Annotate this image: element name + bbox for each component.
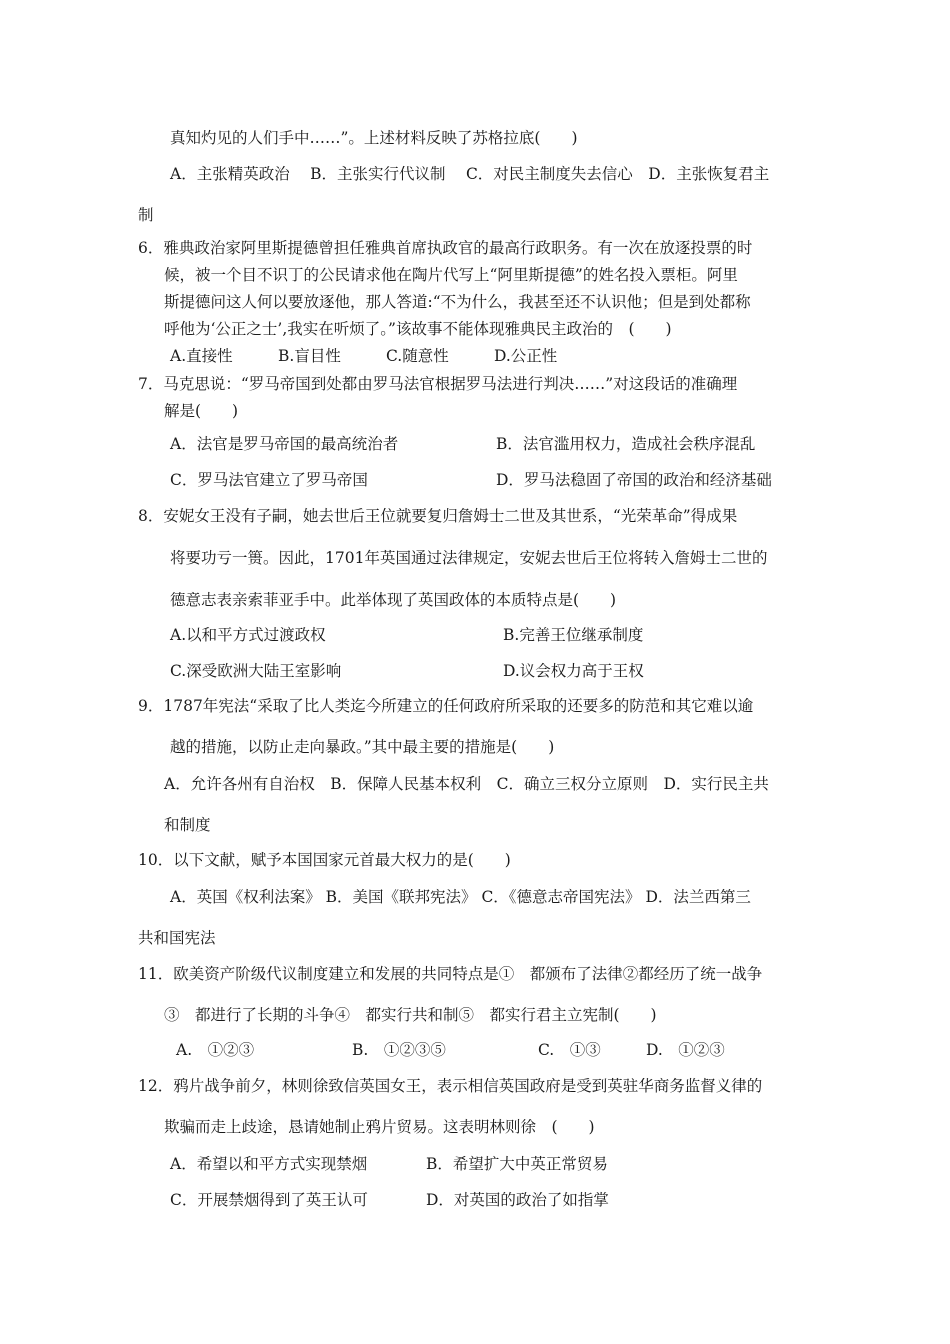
q11-option-c: C. ①③ [538,1041,601,1059]
q7-option-d: D．罗马法稳固了帝国的政治和经济基础 [496,471,772,489]
q11-option-d: D. ①②③ [646,1041,725,1059]
q12-option-c: C．开展禁烟得到了英王认可 [170,1191,368,1209]
q10-options-wrap: 共和国宪法 [138,929,216,947]
q9-stem-line-1: 9．1787年宪法“采取了比人类迄今所建立的任何政府所采取的还要多的防范和其它难以逾 [138,697,754,715]
q7-stem-line-2: 解是( ) [164,402,239,420]
q9-stem-line-2: 越的措施，以防止走向暴政。”其中最主要的措施是( ) [170,738,555,756]
q6-option-b: B.盲目性 [278,347,341,365]
q9-options-wrap: 和制度 [164,816,211,834]
q9-options: A．允许各州有自治权 B．保障人民基本权利 C．确立三权分立原则 D．实行民主共 [164,775,769,793]
q7-option-c: C．罗马法官建立了罗马帝国 [170,471,368,489]
q6-option-c: C.随意性 [386,347,449,365]
q10-stem: 10．以下文献，赋予本国国家元首最大权力的是( ) [138,851,511,869]
q8-option-b: B.完善王位继承制度 [503,626,644,644]
q12-stem-line-2: 欺骗而走上歧途，恳请她制止鸦片贸易。这表明林则徐 ( ) [164,1118,595,1136]
q12-option-b: B．希望扩大中英正常贸易 [426,1155,608,1173]
q8-option-a: A.以和平方式过渡政权 [170,626,326,644]
q11-stem-line-1: 11．欧美资产阶级代议制度建立和发展的共同特点是① 都颁布了法律②都经历了统一战争 [138,965,763,983]
q12-stem-line-1: 12．鸦片战争前夕，林则徐致信英国女王，表示相信英国政府是受到英驻华商务监督义律的 [138,1077,763,1095]
q12-option-a: A．希望以和平方式实现禁烟 [170,1155,368,1173]
q7-option-a: A．法官是罗马帝国的最高统治者 [170,435,399,453]
q11-stem-line-2: ③ 都进行了长期的斗争④ 都实行共和制⑤ 都实行君主立宪制( ) [164,1006,657,1024]
q7-stem-line-1: 7．马克思说：“罗马帝国到处都由罗马法官根据罗马法进行判决……”对这段话的准确理 [138,375,738,393]
q6-stem-line-2: 候，被一个目不识丁的公民请求他在陶片代写上“阿里斯提德”的姓名投入票柜。阿里 [164,266,738,284]
q6-option-a: A.直接性 [170,347,233,365]
q6-options [170,346,557,366]
q12-option-d: D．对英国的政治了如指掌 [426,1191,609,1209]
q6-stem-line-3: 斯提德问这人何以要放逐他，那人答道:“不为什么，我甚至还不认识他；但是到处都称 [164,293,751,311]
q6-stem-line-1: 6．雅典政治家阿里斯提德曾担任雅典首席执政官的最高行政职务。有一次在放逐投票的时 [138,239,753,257]
q8-stem-line-1: 8．安妮女王没有子嗣，她去世后王位就要复归詹姆士二世及其世系，“光荣革命”得成果 [138,507,738,525]
q5-stem-continued: 真知灼见的人们手中……”。上述材料反映了苏格拉底( ) [170,129,578,147]
q11-option-b: B. ①②③⑤ [352,1041,446,1059]
q6-stem-line-4: 呼他为‘公正之士’,我实在听烦了。”该故事不能体现雅典民主政治的 ( ) [164,320,672,338]
q11-options [176,1040,725,1060]
q6-option-d: D.公正性 [494,347,558,365]
q7-option-b: B．法官滥用权力，造成社会秩序混乱 [496,435,756,453]
q8-option-c: C.深受欧洲大陆王室影响 [170,662,342,680]
q8-option-d: D.议会权力高于王权 [503,662,644,680]
q11-option-a: A. ①②③ [176,1041,255,1059]
q8-stem-line-2: 将要功亏一篑。因此，1701年英国通过法律规定，安妮去世后王位将转入詹姆士二世的 [170,549,768,567]
q8-stem-line-3: 德意志表亲索菲亚手中。此举体现了英国政体的本质特点是( ) [170,591,617,609]
q5-options-wrap: 制 [138,206,154,224]
q10-options: A．英国《权利法案》 B．美国《联邦宪法》 C．《德意志帝国宪法》 D．法兰西第三 [170,888,751,906]
q5-options: A．主张精英政治 B．主张实行代议制 C．对民主制度失去信心 D．主张恢复君主 [170,165,770,183]
